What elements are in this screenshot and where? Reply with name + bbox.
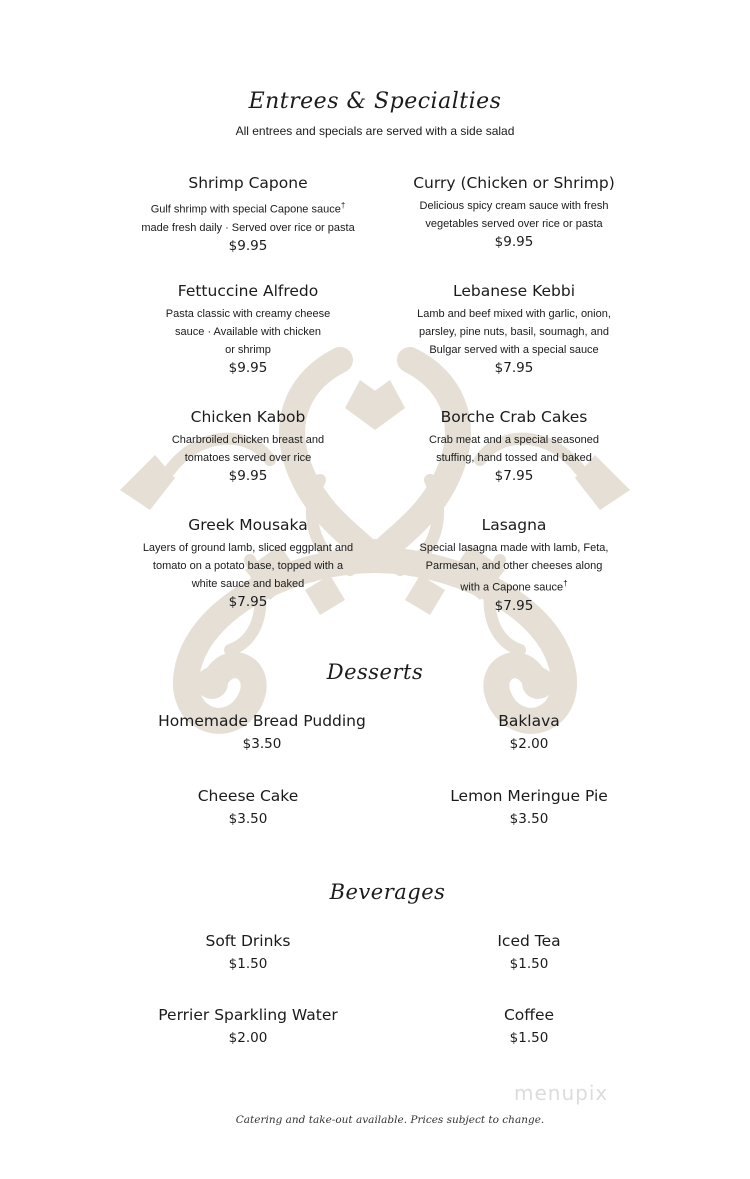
item-description: Pasta classic with creamy cheese (165, 308, 331, 320)
item-description: Bulgar served with a special sauce (429, 344, 599, 356)
entrees-subtitle: All entrees and specials are served with a side salad (235, 124, 515, 138)
item-name: Borche Crab Cakes (440, 408, 588, 426)
item-price: $2.00 (228, 1030, 268, 1046)
item-price: $7.95 (494, 468, 534, 484)
menu-item (128, 408, 368, 485)
item-price: $7.95 (228, 594, 268, 610)
item-description: Charbroiled chicken breast and (171, 434, 325, 446)
menu-item (128, 1006, 368, 1047)
item-description: tomatoes served over rice (184, 452, 312, 464)
item-description: vegetables served over rice or pasta (425, 218, 603, 230)
item-price: $1.50 (509, 1030, 549, 1046)
menu-item (409, 712, 649, 753)
item-description: Crab meat and a special seasoned (429, 434, 599, 446)
item-name: Soft Drinks (205, 932, 291, 950)
item-name: Curry (Chicken or Shrimp) (413, 174, 615, 192)
item-name: Chicken Kabob (190, 408, 306, 426)
footer-note: Catering and take-out available. Prices subject to change. (235, 1114, 545, 1126)
item-price: $9.95 (494, 234, 534, 250)
item-description: parsley, pine nuts, basil, soumagh, and (419, 326, 609, 338)
item-description: Parmesan, and other cheeses along (425, 560, 603, 572)
item-name: Shrimp Capone (188, 174, 308, 192)
item-description: sauce · Available with chicken (175, 326, 321, 338)
item-description: Delicious spicy cream sauce with fresh (419, 200, 609, 212)
item-name: Homemade Bread Pudding (158, 712, 366, 730)
item-price: $1.50 (228, 956, 268, 972)
item-price: $7.95 (494, 597, 534, 614)
menu-item (394, 174, 634, 251)
item-description: Special lasagna made with lamb, Feta, (419, 542, 609, 554)
menu-item (409, 787, 649, 828)
item-name: Iced Tea (497, 932, 561, 950)
item-price: $1.50 (509, 956, 549, 972)
menu-item (409, 1006, 649, 1047)
entrees-title: Entrees & Specialties (248, 89, 502, 114)
item-name: Cheese Cake (197, 787, 299, 805)
menu-item (128, 516, 368, 611)
item-description: made fresh daily · Served over rice or pasta (141, 221, 355, 234)
item-name: Fettuccine Alfredo (177, 282, 319, 300)
menu-item (128, 174, 368, 255)
item-price: $3.50 (228, 811, 268, 827)
menu-item (394, 516, 634, 615)
item-price: $3.50 (509, 811, 549, 827)
item-name: Lebanese Kebbi (452, 282, 576, 300)
item-description: Layers of ground lamb, sliced eggplant and (142, 542, 354, 554)
item-description: Lamb and beef mixed with garlic, onion, (417, 308, 611, 320)
item-description: stuffing, hand tossed and baked (436, 452, 592, 464)
menu-item (394, 282, 634, 377)
beverages-title: Beverages (329, 880, 446, 904)
item-name: Lasagna (481, 516, 547, 534)
item-price: $9.95 (228, 237, 268, 254)
item-description: or shrimp (225, 344, 271, 356)
menupix-watermark: menupix (514, 1081, 609, 1105)
desserts-title: Desserts (326, 660, 424, 684)
menu-item (128, 787, 368, 828)
menu-item (394, 408, 634, 485)
item-price: $3.50 (242, 736, 282, 752)
item-price: $2.00 (509, 736, 549, 752)
item-description: Gulf shrimp with special Capone sauce† (150, 201, 346, 216)
menu-item (409, 932, 649, 973)
item-name: Perrier Sparkling Water (158, 1006, 338, 1024)
menu-item (142, 712, 382, 753)
item-price: $9.95 (228, 468, 268, 484)
menu-item (128, 282, 368, 377)
menu-item (128, 932, 368, 973)
item-name: Lemon Meringue Pie (450, 787, 608, 805)
item-name: Baklava (498, 712, 560, 730)
item-description: with a Capone sauce† (460, 579, 568, 594)
item-price: $9.95 (228, 360, 268, 376)
item-description: white sauce and baked (191, 578, 305, 590)
item-name: Coffee (503, 1006, 555, 1024)
item-name: Greek Mousaka (188, 516, 308, 534)
item-price: $7.95 (494, 360, 534, 376)
item-description: tomato on a potato base, topped with a (152, 560, 344, 572)
